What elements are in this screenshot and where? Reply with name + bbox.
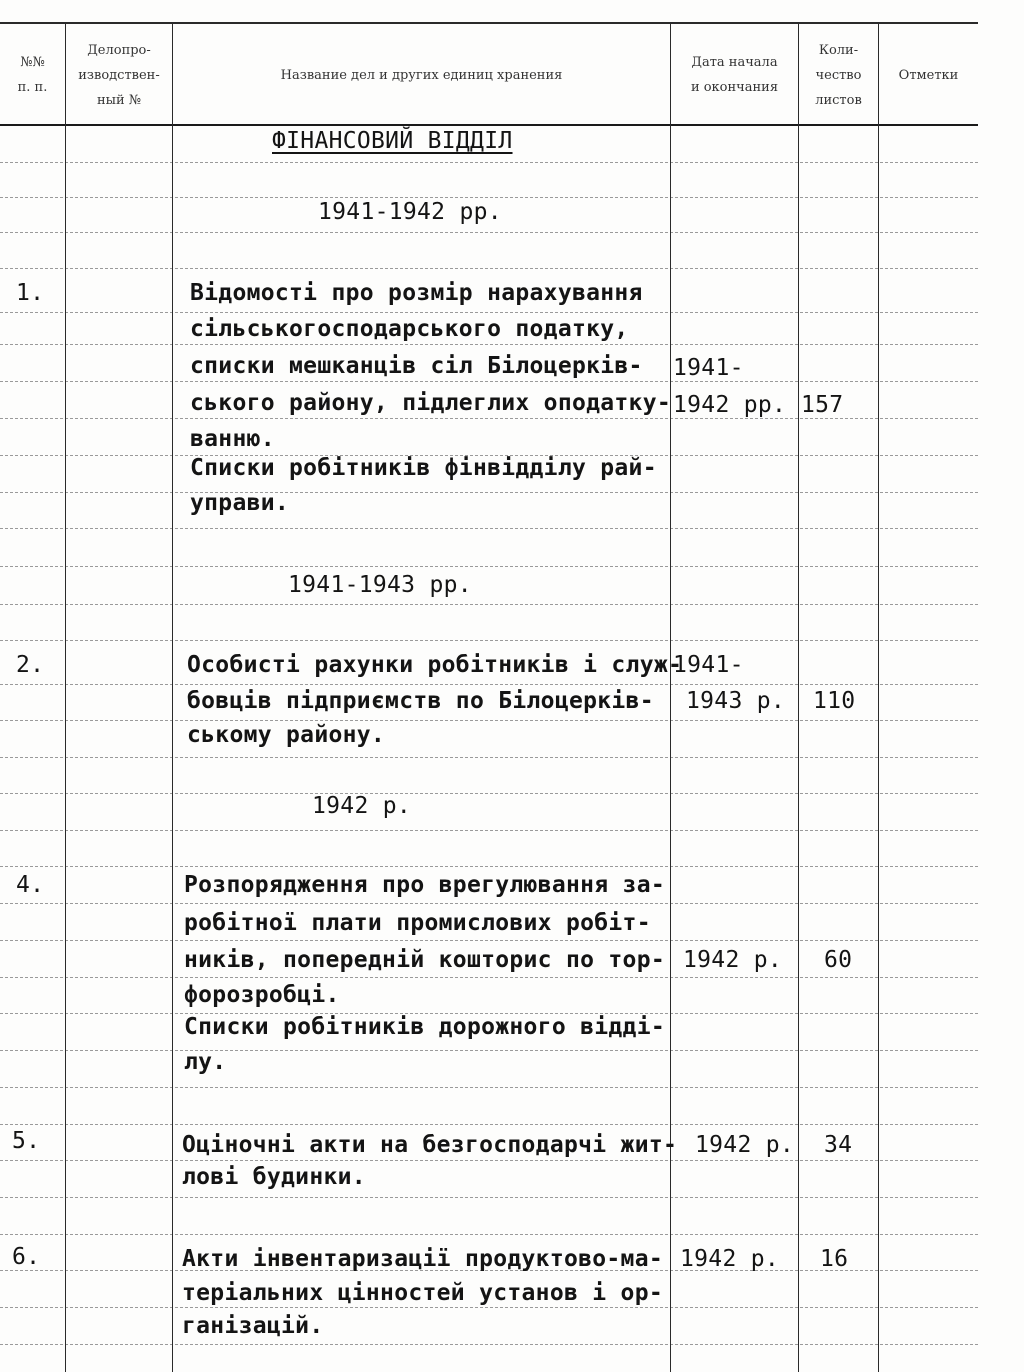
entry-number: 5.	[12, 1128, 41, 1154]
entry-title-line: сільськогосподарського податку,	[190, 316, 629, 342]
entry-title-line: ників, попередній кошторис по тор-	[184, 947, 666, 973]
column-divider	[878, 22, 879, 1372]
entry-title-line: лові будинки.	[182, 1164, 366, 1190]
year-heading: 1941-1942 рр.	[318, 199, 502, 225]
entry-sheets: 110	[813, 688, 856, 714]
entry-sheets: 16	[820, 1246, 849, 1272]
entry-dates: 1942 рр.	[673, 392, 787, 418]
entry-number: 1.	[16, 280, 45, 306]
entry-dates: 1942 р.	[695, 1132, 795, 1158]
entry-title-line: бовців підприємств по Білоцерків-	[187, 688, 654, 714]
entry-sheets: 34	[824, 1132, 853, 1158]
entry-title-line: ганізацій.	[182, 1313, 324, 1339]
column-divider	[798, 22, 799, 1372]
section-title: ФІНАНСОВИЙ ВІДДІЛ	[272, 128, 513, 154]
header-notes: Отметки	[898, 67, 959, 83]
header-sheets: Коли- чество листов	[815, 42, 862, 108]
column-divider	[172, 22, 173, 1372]
entry-title-line: управи.	[190, 490, 290, 516]
header-number: №№ п. п.	[17, 55, 48, 95]
entry-title-line: робітної плати промислових робіт-	[184, 910, 651, 936]
header-office-number: Делопро- изводствен- ный №	[78, 42, 160, 108]
year-heading: 1941-1943 рр.	[288, 572, 472, 598]
year-heading: 1942 р.	[312, 793, 412, 819]
entry-number: 2.	[16, 652, 45, 678]
entry-title-line: Акти інвентаризації продуктово-ма-	[182, 1246, 664, 1272]
entry-title-line: Особисті рахунки робітників і служ-	[187, 652, 683, 678]
column-divider	[65, 22, 66, 1372]
header-dates: Дата начала и окончания	[690, 55, 779, 95]
entry-title-line: Відомості про розмір нарахування	[190, 280, 643, 306]
entry-number: 4.	[16, 872, 45, 898]
top-rule	[0, 22, 978, 24]
entry-title-line: ському району.	[187, 722, 386, 748]
entry-number: 6.	[12, 1244, 41, 1270]
header-title: Название дел и других единиц хранения	[280, 67, 563, 83]
entry-title-line: списки мешканців сіл Білоцерків-	[190, 353, 643, 379]
entry-dates: 1942 р.	[680, 1246, 780, 1272]
entry-title-line: теріальних цінностей установ і ор-	[182, 1280, 664, 1306]
entry-title-line: Списки робітників фінвідділу рай-	[190, 455, 657, 481]
entry-title-line: ського району, підлеглих оподатку-	[190, 390, 672, 416]
header-bottom-rule	[0, 124, 978, 126]
entry-dates: 1941-	[673, 355, 744, 381]
entry-sheets: 157	[801, 392, 844, 418]
entry-title-line: Розпорядження про врегулювання за-	[184, 872, 666, 898]
entry-dates: 1943 р.	[686, 688, 786, 714]
entry-title-line: ванню.	[190, 426, 275, 452]
entry-title-line: Оціночні акти на безгосподарчі жит-	[182, 1132, 678, 1158]
entry-dates: 1941-	[673, 652, 744, 678]
column-divider	[670, 22, 671, 1372]
entry-dates: 1942 р.	[683, 947, 783, 973]
entry-title-line: Списки робітників дорожного відді-	[184, 1014, 666, 1040]
entry-title-line: форозробці.	[184, 982, 340, 1008]
entry-sheets: 60	[824, 947, 853, 973]
entry-title-line: лу.	[184, 1049, 227, 1075]
